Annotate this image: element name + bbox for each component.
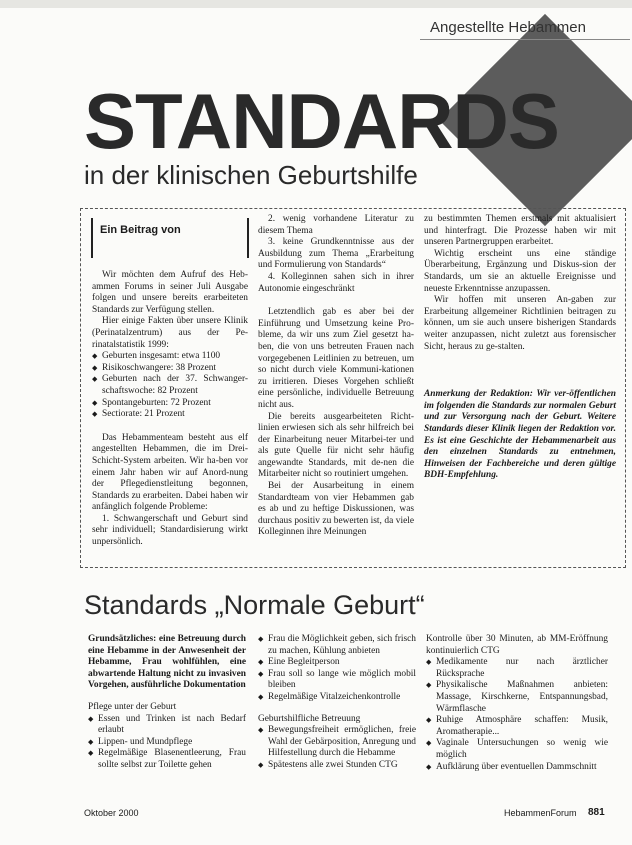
list-item: ◆ Geburten nach der 37. Schwanger-schaftswoche: 82 Prozent (92, 374, 248, 397)
principles-paragraph: Grundsätzliches: eine Betreuung durch eine Hebamme in der Anwesenheit der Hebamme, Frau wohlfühlen, eine abwartende Haltung nicht zu invasiven Vorgehen, ausführliche Dokumentation (88, 634, 246, 691)
paragraph: 1. Schwangerschaft und Geburt sind sehr individuell; Standardisierung wirkt unpersönlich. (92, 513, 248, 548)
facts-list (92, 351, 248, 421)
editor-note: Anmerkung der Redaktion: Wir ver-öffentlichen im folgenden die Standards zur normalen Geburt und zur Versorgung nach der Geburt. Weitere Standards dieser Klinik liegen der Redaktion vor. Es ist eine Geschichte der Hebammenarbeit aus den einzelnen Standards zu entnehmen, Hinweisen der Fachbereiche und deren gültige BDH-Empfehlung. (424, 389, 616, 481)
list-item: ◆ Ruhige Atmosphäre schaffen: Musik, Aromatherapie... (426, 715, 608, 738)
section-kicker: Angestellte Hebammen (430, 19, 586, 36)
paragraph: zu bestimmten Themen erstmals mit aktualisiert und hinterfragt. Die Prozesse haben wir mit unseren Partnergruppen erarbeitet. (424, 214, 616, 248)
paragraph: Kontrolle über 30 Minuten, ab MM-Eröffnung kontinuierlich CTG (426, 634, 608, 656)
list-item: ◆ Aufklärung über eventuellen Dammschnitt (426, 762, 608, 774)
list-item: ◆ Frau die Möglichkeit geben, sich frisch zu machen, Kühlung anbieten (258, 634, 416, 657)
obstetric-list-continued (426, 657, 608, 773)
intro-column-1 (92, 270, 248, 549)
intro-column-2 (258, 214, 414, 539)
page-edge-shadow (0, 0, 632, 8)
paragraph: 4. Kolleginnen sahen sich in ihrer Autonomie eingeschränkt (258, 271, 414, 294)
paragraph: Wir möchten dem Aufruf des Heb-ammen Forums in seiner Juli Ausgabe folgen und unsere bereits erarbeiteten Standards zur Verfügung stellen. (92, 270, 248, 315)
article-subtitle: in der klinischen Geburtshilfe (84, 160, 418, 190)
list-item: ◆ Sectiorate: 21 Prozent (92, 409, 248, 421)
subheading: Geburtshilfliche Betreuung (258, 713, 361, 724)
lower-column-2 (258, 634, 416, 772)
section-heading: Standards „Normale Geburt“ (84, 590, 425, 620)
list-item: ◆ Spätestens alle zwei Stunden CTG (258, 760, 416, 772)
list-item: ◆ Medikamente nur nach ärztlicher Rücksprache (426, 657, 608, 680)
list-item: ◆ Bewegungsfreiheit ermöglichen, freie Wahl der Gebärposition, Anregung und Hilfestellung durch die Hebamme (258, 725, 416, 760)
list-item: ◆ Lippen- und Mundpflege (88, 737, 246, 749)
list-item: ◆ Spontangeburten: 72 Prozent (92, 398, 248, 410)
paragraph: 3. keine Grundkenntnisse aus der Ausbildung zum Thema „Erarbeitung und Formulierung von Standards“ (258, 237, 414, 271)
footer-date: Oktober 2000 (84, 808, 139, 818)
list-item: ◆ Regelmäßige Vitalzeichenkontrolle (258, 692, 416, 704)
author-label: Ein Beitrag von (100, 224, 181, 236)
paragraph: Das Hebammenteam besteht aus elf angestellten Hebammen, die im Drei-Schicht-System arbeiten. Wir ha-ben vor einem Jahr haben wir auf Anord-nung der Pflegedienstleitung begonnen, Standards zu erarbeiten. Dabei haben wir anfänglich folgende Probleme: (92, 432, 248, 513)
list-item: ◆ Geburten insgesamt: etwa 1100 (92, 351, 248, 363)
care-list-continued (258, 634, 416, 704)
paragraph: Wichtig erscheint uns eine ständige Überarbeitung, Ergänzung und Diskus-sion der Standards, um sie an aktuelle Ereignisse und neueste Erkenntnisse anzupassen. (424, 248, 616, 294)
list-item: ◆ Physikalische Maßnahmen anbieten: Massage, Kirschkerne, Entspannungsbad, Wärmflasche (426, 680, 608, 715)
lower-column-3 (426, 634, 608, 773)
list-item: ◆ Regelmäßige Blasenentleerung, Frau sollte selbst zur Toilette gehen (88, 748, 246, 771)
lower-column-1 (88, 634, 246, 772)
list-item: ◆ Eine Begleitperson (258, 657, 416, 669)
intro-column-3 (424, 214, 616, 482)
list-item: ◆ Vaginale Untersuchungen so wenig wie möglich (426, 738, 608, 761)
kicker-rule (420, 39, 630, 40)
obstetric-list (258, 725, 416, 771)
article-title: STANDARDS (84, 77, 559, 165)
paragraph: Wir hoffen mit unseren An-gaben zur Erarbeitung allgemeiner Richtlinien beitragen zu können, um sie auch unsere bisherigen Standards weiter anzupassen, nicht zuletzt aus forensischer Sicht, heraus zu ge-stalten. (424, 295, 616, 352)
paragraph: Letztendlich gab es aber bei der Einführung und Umsetzung keine Pro-bleme, da wir uns zum Ziel gesetzt ha-ben, die von uns betreuten Frauen nach vorgegebenen Leitlinien zu betreuen, um so nicht durch viele Kommuni-kationen zu irritieren. Dieses Vorgehen schließt eine persönliche, individuelle Betreuung nicht aus. (258, 307, 414, 410)
list-item: ◆ Essen und Trinken ist nach Bedarf erlaubt (88, 714, 246, 737)
subheading: Pflege unter der Geburt (88, 701, 177, 712)
footer-magazine: HebammenForum (504, 808, 577, 818)
paragraph: Die bereits ausgearbeiteten Richt-linien erwiesen sich als sehr hilfreich bei der Einarbeitung neuer Mitarbei-ter und als gute Quelle für nicht sehr häufig angewandte Standards, mit de-nen die Mitarbeiter nicht so routiniert umgehen. (258, 411, 414, 480)
paragraph: Hier einige Fakten über unsere Klinik (Perinatalzentrum) aus der Pe-rinatalstatistik 1999: (92, 316, 248, 350)
care-list (88, 714, 246, 772)
paragraph: 2. wenig vorhandene Literatur zu diesem Thema (258, 214, 414, 236)
paragraph: Bei der Ausarbeitung in einem Standardteam von vier Hebammen gab es ab und zu heftige Diskussionen, was durchaus positiv zu bewerten ist, da viele Kolleginnen ihre Meinungen (258, 481, 414, 538)
list-item: ◆ Risikoschwangere: 38 Prozent (92, 363, 248, 375)
list-item: ◆ Frau soll so lange wie möglich mobil bleiben (258, 669, 416, 692)
page-number: 881 (588, 807, 605, 818)
